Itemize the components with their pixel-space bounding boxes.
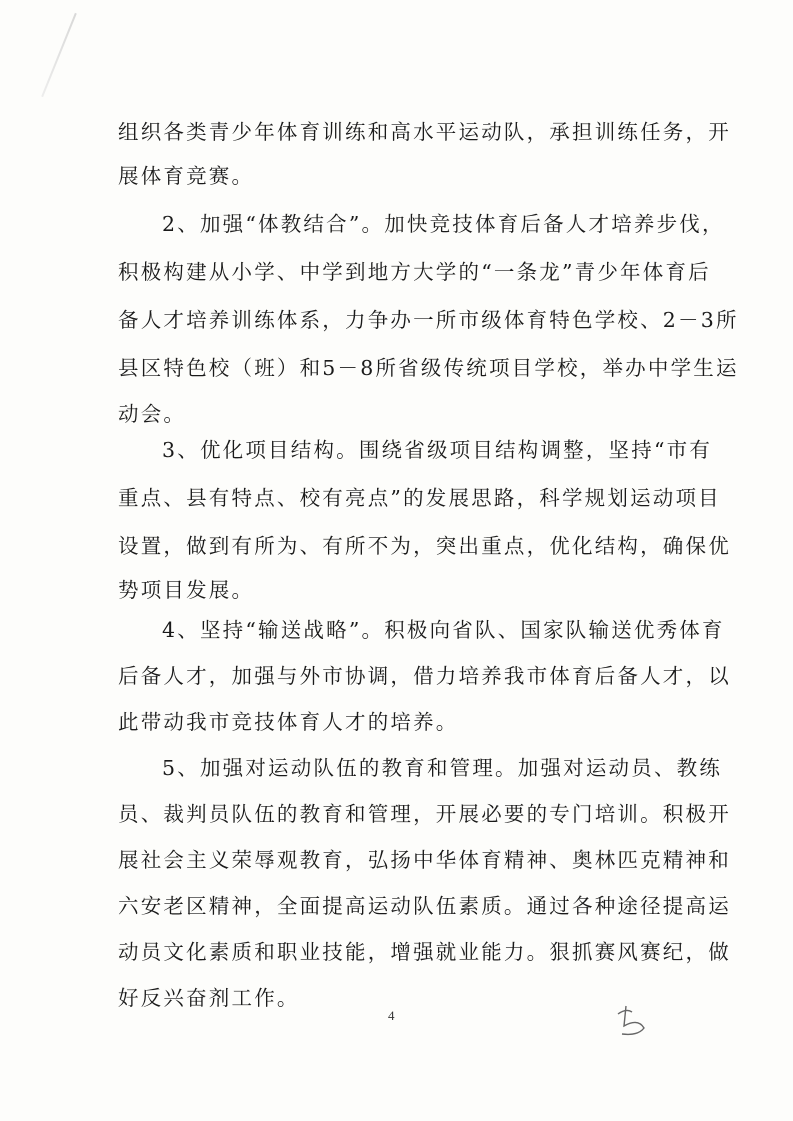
para3-line-1: 3、优化项目结构。围绕省级项目结构调整，坚持“市有 xyxy=(162,438,713,462)
text-line-2: 展体育竞赛。 xyxy=(118,164,255,188)
para5-line-6: 好反兴奋剂工作。 xyxy=(118,986,300,1010)
para5-line-1: 5、加强对运动队伍的教育和管理。加强对运动员、教练 xyxy=(162,756,723,780)
para5-line-4: 六安老区精神，全面提高运动队伍素质。通过各种途径提高运 xyxy=(118,894,731,918)
para5-line-2: 员、裁判员队伍的教育和管理，开展必要的专门培训。积极开 xyxy=(118,802,731,826)
para2-line-5: 动会。 xyxy=(118,402,187,426)
para4-line-3: 此带动我市竞技体育人才的培养。 xyxy=(118,710,459,734)
para2-line-2: 积极构建从小学、中学到地方大学的“一条龙”青少年体育后 xyxy=(118,260,711,284)
para5-line-5: 动员文化素质和职业技能，增强就业能力。狠抓赛风赛纪，做 xyxy=(118,940,731,964)
text-line-1: 组织各类青少年体育训练和高水平运动队，承担训练任务，开 xyxy=(118,120,731,144)
handwritten-mark xyxy=(608,1000,664,1040)
scan-mark xyxy=(41,13,77,97)
para4-line-2: 后备人才，加强与外市协调，借力培养我市体育后备人才，以 xyxy=(118,664,731,688)
para3-line-4: 势项目发展。 xyxy=(118,578,255,602)
para2-line-4: 县区特色校（班）和5－8所省级传统项目学校，举办中学生运 xyxy=(118,356,739,380)
para4-line-1: 4、坚持“输送战略”。积极向省队、国家队输送优秀体育 xyxy=(162,618,725,642)
para5-line-3: 展社会主义荣辱观教育，弘扬中华体育精神、奥林匹克精神和 xyxy=(118,848,731,872)
page-number: 4 xyxy=(388,1008,395,1023)
para3-line-3: 设置，做到有所为、有所不为，突出重点，优化结构，确保优 xyxy=(118,534,731,558)
para3-line-2: 重点、县有特点、校有亮点”的发展思路，科学规划运动项目 xyxy=(118,486,721,510)
para2-line-1: 2、加强“体教结合”。加快竞技体育后备人才培养步伐， xyxy=(162,212,725,236)
para2-line-3: 备人才培养训练体系，力争办一所市级体育特色学校、2－3所 xyxy=(118,308,739,332)
